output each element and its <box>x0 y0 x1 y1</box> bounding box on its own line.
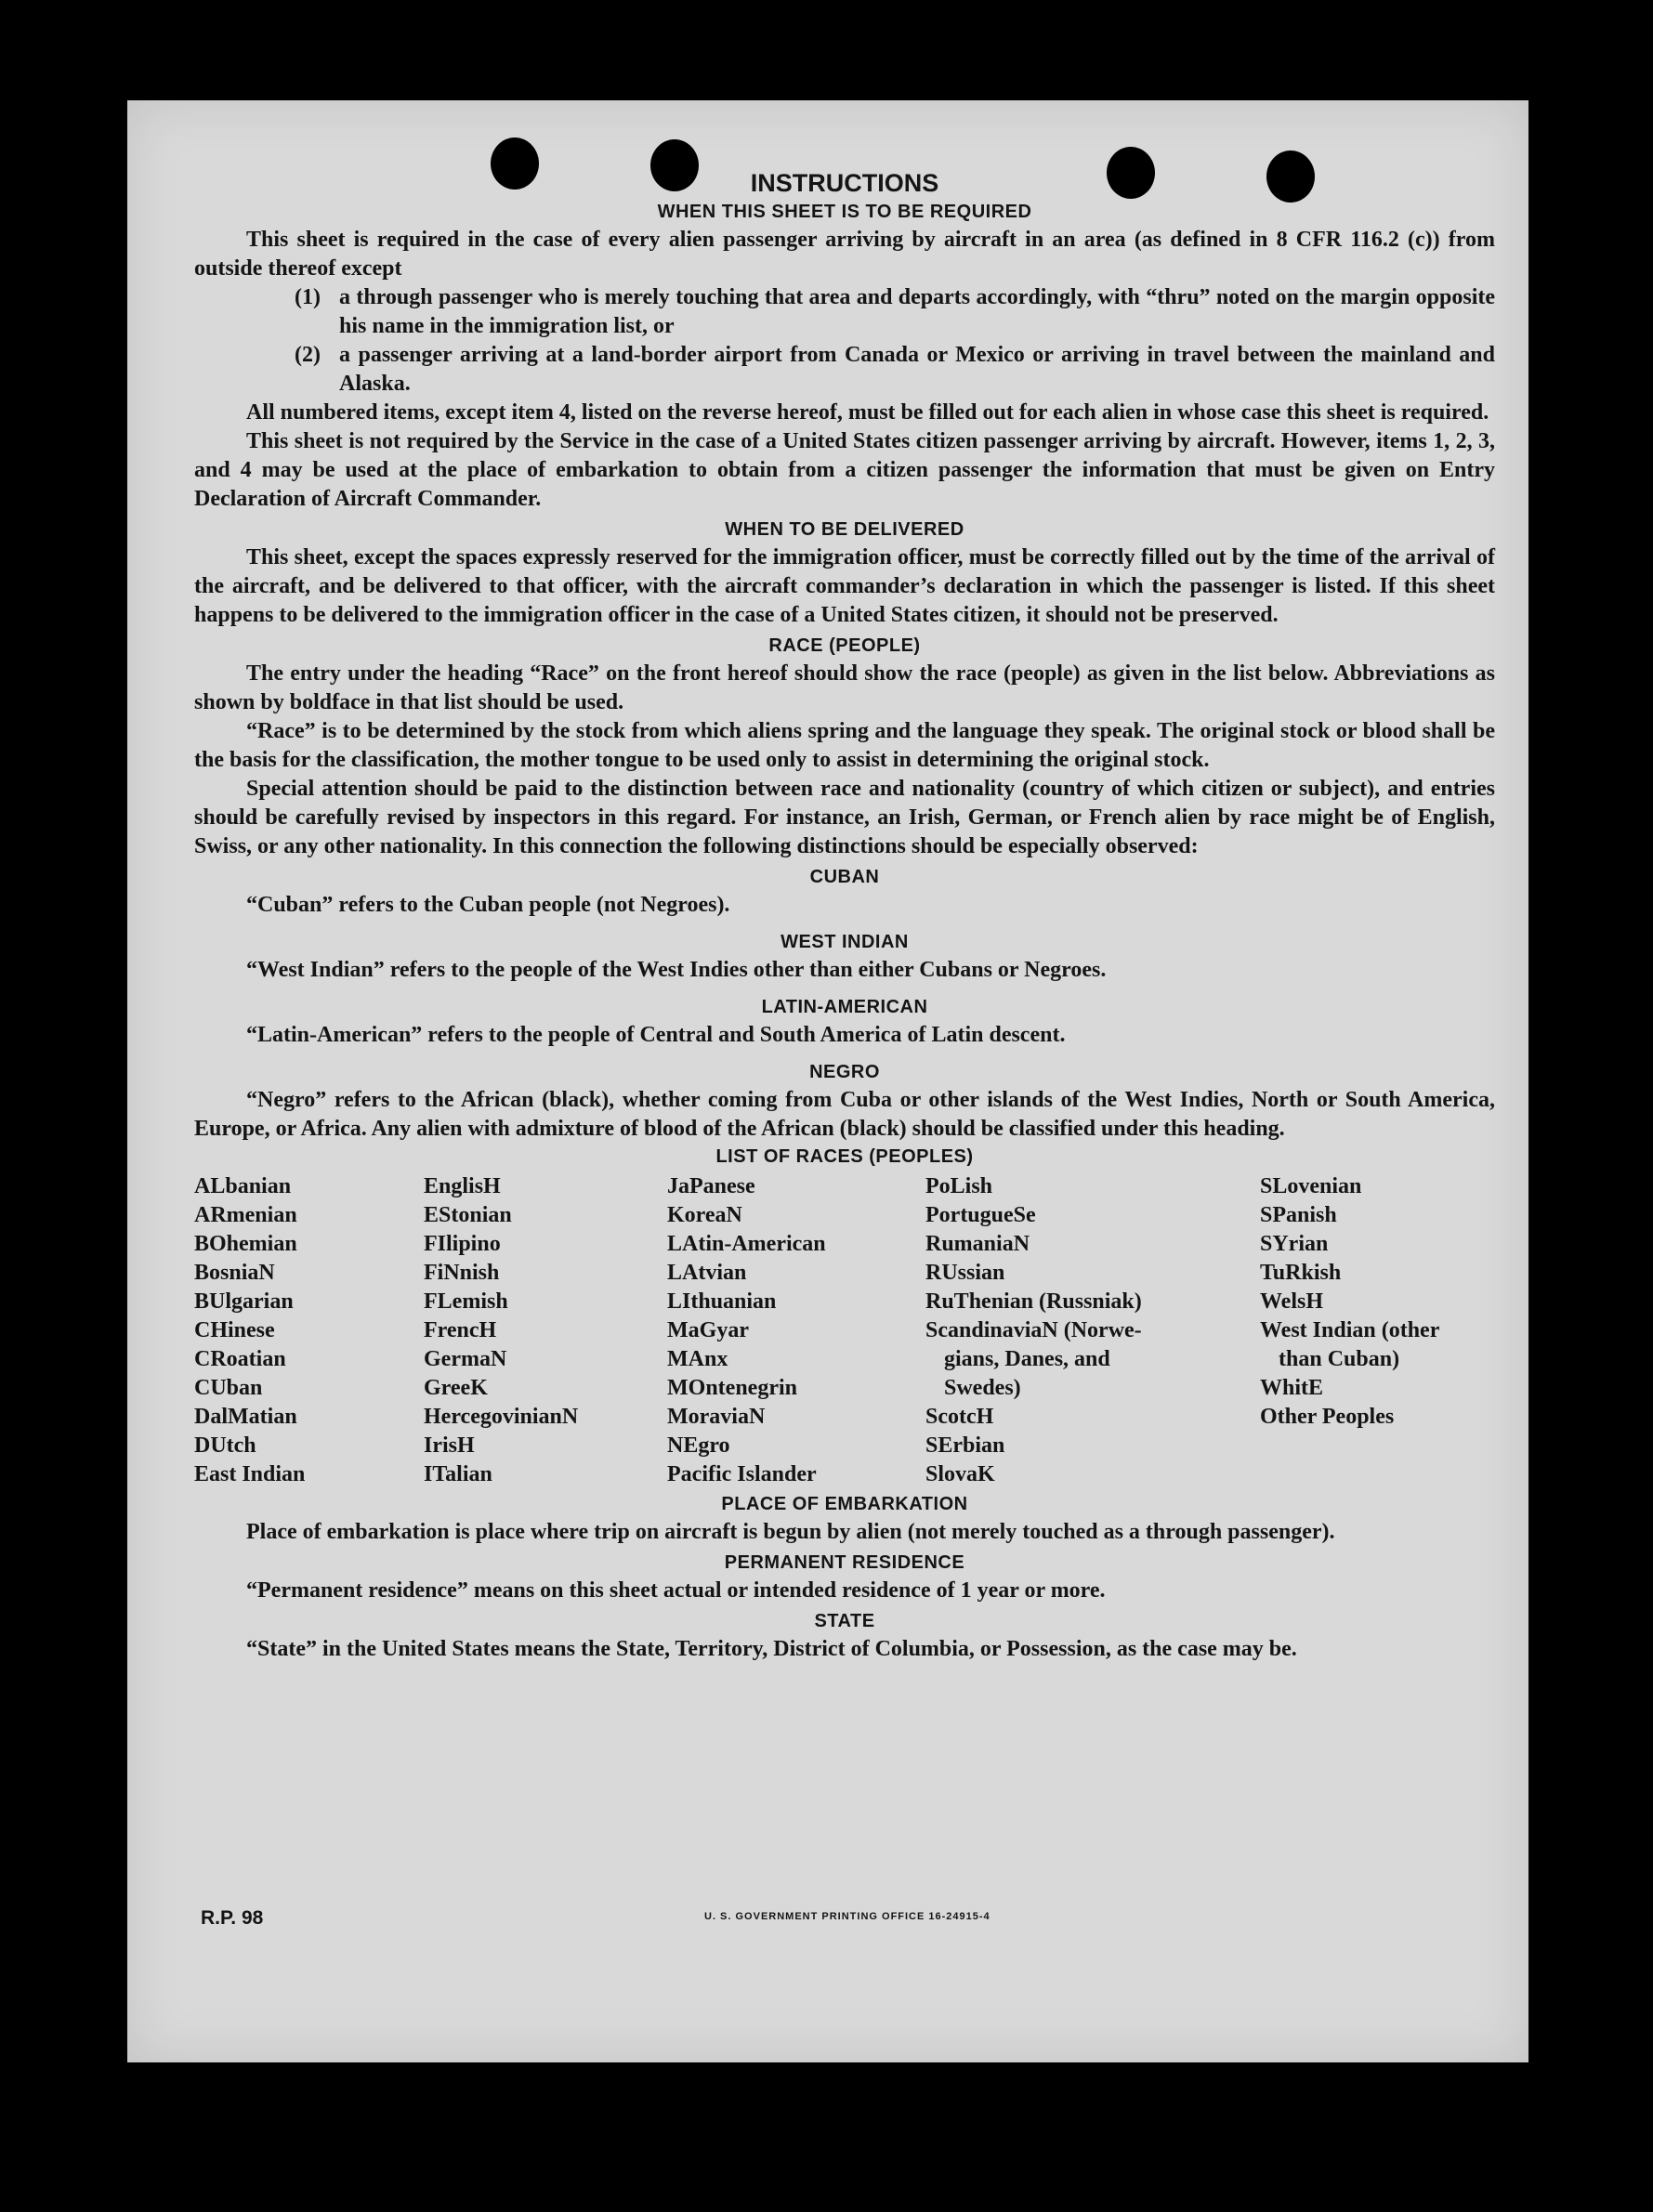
race-entry: BOhemian <box>194 1232 297 1256</box>
document-body <box>194 167 1495 1664</box>
race-entry: FiNnish <box>424 1261 500 1285</box>
race-entry: BUlgarian <box>194 1289 294 1314</box>
paragraph: “Race” is to be determined by the stock from which aliens spring and the language they speak. The original stock or blood shall be the basis for the classification, the mother tongue to be used only to assist in determining the original stock. <box>194 719 1495 772</box>
document-sheet <box>127 100 1528 2062</box>
race-entry: Other Peoples <box>1260 1405 1395 1429</box>
heading-list-of-races: LIST OF RACES (PEOPLES) <box>715 1146 974 1167</box>
paragraph: “State” in the United States means the State, Territory, District of Columbia, or Possession, as the case may be. <box>246 1637 1297 1661</box>
race-entry: PoLish <box>925 1174 993 1198</box>
race-column <box>1260 1172 1495 1489</box>
paragraph: “Cuban” refers to the Cuban people (not Negroes). <box>246 893 730 917</box>
heading-state: STATE <box>814 1611 875 1631</box>
race-column <box>667 1172 925 1489</box>
paragraph: Place of embarkation is place where trip on aircraft is begun by alien (not merely touched as a through passenger). <box>246 1520 1335 1544</box>
race-entry: Swedes) <box>944 1376 1021 1400</box>
race-entry: than Cuban) <box>1279 1347 1400 1371</box>
race-entry: SYrian <box>1260 1232 1329 1256</box>
race-entry: SLovenian <box>1260 1174 1362 1198</box>
race-entry: ALbanian <box>194 1174 292 1198</box>
race-entry: RuThenian (Russniak) <box>925 1289 1142 1314</box>
race-entry: SPanish <box>1260 1203 1337 1227</box>
race-entry: WelsH <box>1260 1289 1324 1314</box>
paragraph: “Negro” refers to the African (black), whether coming from Cuba or other islands of the West Indies, North or South America, Europe, or Africa. Any alien with admixture of blood of the African (black) should be classified under this heading. <box>194 1088 1495 1141</box>
race-entry: FLemish <box>424 1289 508 1314</box>
race-entry: East Indian <box>194 1462 306 1486</box>
race-entry: NEgro <box>667 1433 730 1458</box>
race-entry: West Indian (other <box>1260 1318 1440 1342</box>
race-list <box>194 1172 1495 1489</box>
race-entry: MAnx <box>667 1347 728 1371</box>
race-entry: ITalian <box>424 1462 492 1486</box>
race-entry: SlovaK <box>925 1462 995 1486</box>
page-title: INSTRUCTIONS <box>750 169 939 197</box>
paragraph: “Permanent residence” means on this sheet actual or intended residence of 1 year or more. <box>246 1578 1106 1603</box>
heading-when-delivered: WHEN TO BE DELIVERED <box>725 519 964 540</box>
race-entry: EnglisH <box>424 1174 501 1198</box>
race-entry: DalMatian <box>194 1405 297 1429</box>
race-entry: FIlipino <box>424 1232 501 1256</box>
paragraph: This sheet is not required by the Service in the case of a United States citizen passenger arriving by aircraft. However, items 1, 2, 3, and 4 may be used at the place of embarkation to obtain from a citizen passenger the information that must be given on Entry Declaration of Aircraft Commander. <box>194 429 1495 511</box>
race-entry: WhitE <box>1260 1376 1324 1400</box>
heading-permanent-residence: PERMANENT RESIDENCE <box>724 1552 965 1573</box>
race-entry: EStonian <box>424 1203 512 1227</box>
race-entry: JaPanese <box>667 1174 755 1198</box>
race-entry: RUssian <box>925 1261 1005 1285</box>
race-entry: CHinese <box>194 1318 275 1342</box>
list-item <box>194 283 1495 341</box>
race-entry: ScandinaviaN (Norwe- <box>925 1318 1142 1342</box>
list-item <box>194 341 1495 399</box>
paragraph: Special attention should be paid to the distinction between race and nationality (country of which citizen or subject), and entries should be carefully revised by inspectors in this regard. For instance, an Irish, German, or French alien by race might be of English, Swiss, or any other nationality. In this connection the following distinctions should be especially observed: <box>194 777 1495 858</box>
race-entry: ARmenian <box>194 1203 297 1227</box>
race-entry: LAtin-American <box>667 1232 826 1256</box>
item-text: a through passenger who is merely touching that area and departs accordingly, with “thru” noted on the margin opposite his name in the immigration list, or <box>339 285 1495 338</box>
paragraph: “Latin-American” refers to the people of Central and South America of Latin descent. <box>246 1023 1066 1047</box>
race-column <box>925 1172 1260 1489</box>
heading-cuban: CUBAN <box>809 867 880 887</box>
race-entry: BosniaN <box>194 1261 275 1285</box>
race-entry: KoreaN <box>667 1203 742 1227</box>
heading-embarkation: PLACE OF EMBARKATION <box>721 1494 968 1514</box>
heading-west-indian: WEST INDIAN <box>781 932 909 952</box>
heading-race: RACE (PEOPLE) <box>768 635 921 656</box>
race-entry: FrencH <box>424 1318 497 1342</box>
race-entry: TuRkish <box>1260 1261 1342 1285</box>
paragraph: “West Indian” refers to the people of the West Indies other than either Cubans or Negroes. <box>246 958 1107 982</box>
race-entry: ScotcH <box>925 1405 994 1429</box>
item-number: (2) <box>295 343 321 367</box>
race-entry: MaGyar <box>667 1318 749 1342</box>
race-entry: GreeK <box>424 1376 488 1400</box>
race-entry: MOntenegrin <box>667 1376 797 1400</box>
race-entry: HercegovinianN <box>424 1405 579 1429</box>
race-entry: IrisH <box>424 1433 475 1458</box>
race-entry: MoraviaN <box>667 1405 766 1429</box>
item-number: (1) <box>295 285 321 309</box>
race-entry: SErbian <box>925 1433 1005 1458</box>
item-text: a passenger arriving at a land-border airport from Canada or Mexico or arriving in travel between the mainland and Alaska. <box>339 343 1495 396</box>
heading-when-required: WHEN THIS SHEET IS TO BE REQUIRED <box>657 202 1032 222</box>
heading-negro: NEGRO <box>809 1062 880 1082</box>
race-entry: PortugueSe <box>925 1203 1036 1227</box>
footer <box>201 1907 1409 1930</box>
race-entry: gians, Danes, and <box>944 1347 1110 1371</box>
race-entry: GermaN <box>424 1347 507 1371</box>
race-entry: LAtvian <box>667 1261 747 1285</box>
paragraph: All numbered items, except item 4, listed on the reverse hereof, must be filled out for each alien in whose case this sheet is required. <box>246 400 1489 425</box>
race-entry: LIthuanian <box>667 1289 777 1314</box>
paragraph: The entry under the heading “Race” on the front hereof should show the race (people) as given in the list below. Abbreviations as shown by boldface in that list should be used. <box>194 661 1495 714</box>
paragraph: This sheet, except the spaces expressly reserved for the immigration officer, must be correctly filled out by the time of the arrival of the aircraft, and be delivered to that officer, with the aircraft commander’s declaration in which the passenger is listed. If this sheet happens to be delivered to the immigration officer in the case of a United States citizen, it should not be preserved. <box>194 545 1495 627</box>
race-entry: Pacific Islander <box>667 1462 817 1486</box>
printer-imprint: U. S. GOVERNMENT PRINTING OFFICE 16-24915-4 <box>704 1911 990 1922</box>
heading-latin-american: LATIN-AMERICAN <box>761 997 928 1017</box>
form-number: R.P. 98 <box>201 1907 264 1929</box>
race-column <box>194 1172 424 1489</box>
race-column <box>424 1172 667 1489</box>
race-entry: CRoatian <box>194 1347 286 1371</box>
paragraph: This sheet is required in the case of every alien passenger arriving by aircraft in an area (as defined in 8 CFR 116.2 (c)) from outside thereof except <box>194 228 1495 281</box>
race-entry: CUban <box>194 1376 263 1400</box>
race-entry: DUtch <box>194 1433 256 1458</box>
race-entry: RumaniaN <box>925 1232 1030 1256</box>
